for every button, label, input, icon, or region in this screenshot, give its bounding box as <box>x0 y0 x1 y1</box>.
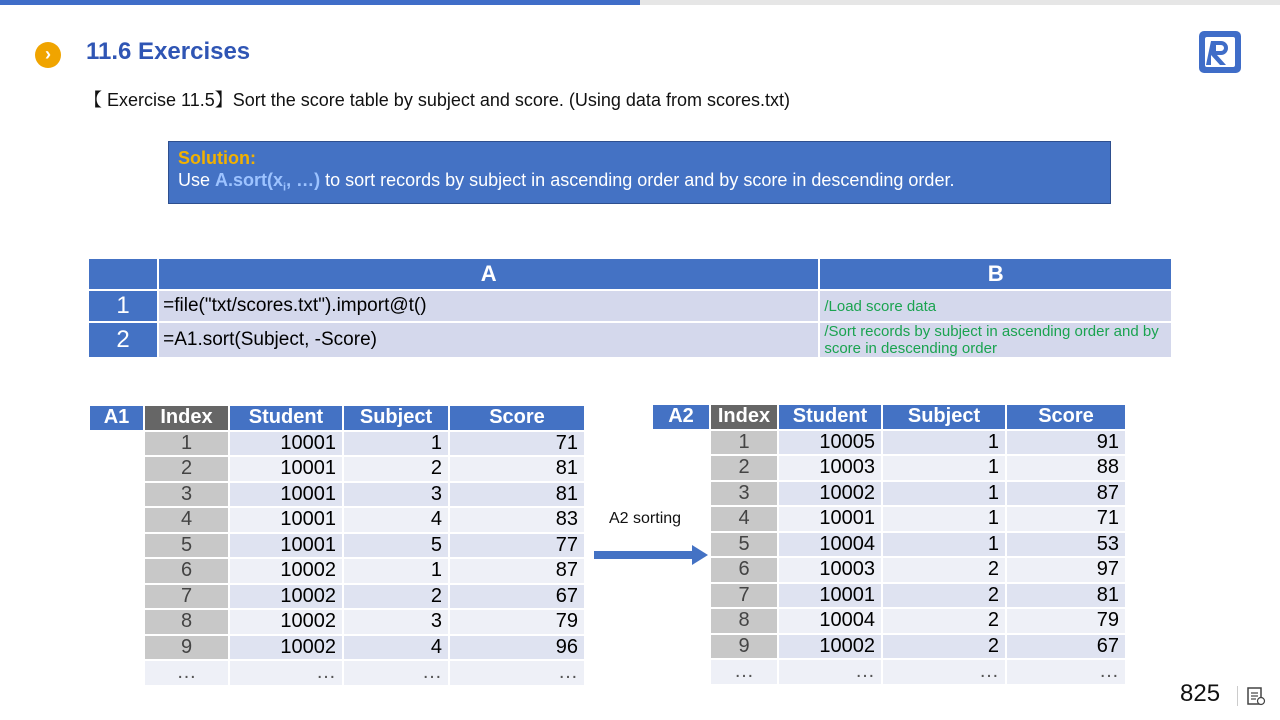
divider <box>1237 686 1238 706</box>
table-cell[interactable]: 5 <box>344 534 448 558</box>
table-cell[interactable]: 10002 <box>779 635 881 659</box>
table-cell[interactable]: 10002 <box>230 559 342 583</box>
index-cell[interactable]: 3 <box>145 483 228 507</box>
row-spacer <box>90 508 143 532</box>
grid-note-cell[interactable]: /Sort records by subject in ascending order and by score in descending order <box>820 323 1171 357</box>
index-cell[interactable]: 9 <box>145 636 228 660</box>
table-cell[interactable]: 10001 <box>230 534 342 558</box>
grid-note-cell[interactable]: /Load score data <box>820 291 1171 321</box>
row-spacer <box>653 456 709 480</box>
table-cell[interactable]: 1 <box>344 432 448 456</box>
table-cell[interactable]: 2 <box>344 585 448 609</box>
column-header[interactable]: Subject <box>344 406 448 430</box>
table-row <box>90 432 584 456</box>
table-cell[interactable]: 1 <box>344 559 448 583</box>
row-spacer <box>90 636 143 660</box>
table-cell[interactable]: … <box>883 660 1005 684</box>
table-cell[interactable]: 10004 <box>779 533 881 557</box>
index-cell[interactable]: 2 <box>145 457 228 481</box>
table-cell[interactable]: 1 <box>883 507 1005 531</box>
table-cell[interactable]: 10001 <box>779 584 881 608</box>
table-row <box>90 610 584 634</box>
table-cell[interactable]: 87 <box>450 559 584 583</box>
column-header[interactable]: Index <box>145 406 228 430</box>
arrow-label: A2 sorting <box>609 510 682 527</box>
index-cell[interactable]: 4 <box>711 507 777 531</box>
table-cell[interactable]: … <box>344 661 448 685</box>
table-cell[interactable]: 97 <box>1007 558 1125 582</box>
index-cell[interactable]: 4 <box>145 508 228 532</box>
table-cell[interactable]: 79 <box>1007 609 1125 633</box>
table-cell[interactable]: 87 <box>1007 482 1125 506</box>
progress-fill <box>0 0 640 5</box>
table-label: A2 <box>653 405 709 429</box>
row-spacer <box>653 660 709 684</box>
table-cell[interactable]: 10001 <box>230 457 342 481</box>
code-grid <box>87 257 1173 359</box>
index-cell[interactable]: … <box>145 661 228 685</box>
row-spacer <box>653 584 709 608</box>
table-cell[interactable]: 10001 <box>779 507 881 531</box>
table-row <box>653 558 1125 582</box>
table-cell[interactable]: 81 <box>1007 584 1125 608</box>
table-cell[interactable]: 10001 <box>230 432 342 456</box>
table-cell[interactable]: … <box>230 661 342 685</box>
row-spacer <box>653 482 709 506</box>
solution-text <box>178 169 1101 199</box>
table-row <box>653 431 1125 455</box>
solution-func-sub: i <box>283 181 287 194</box>
index-cell[interactable]: 7 <box>711 584 777 608</box>
index-cell[interactable]: 7 <box>145 585 228 609</box>
row-spacer <box>90 483 143 507</box>
column-header[interactable]: Score <box>1007 405 1125 429</box>
row-spacer <box>90 457 143 481</box>
solution-box <box>168 141 1111 204</box>
table-cell[interactable]: 77 <box>450 534 584 558</box>
grid-col-a[interactable]: A <box>159 259 818 289</box>
index-cell[interactable]: … <box>711 660 777 684</box>
solution-label: Solution: <box>178 148 256 168</box>
table-row <box>653 507 1125 531</box>
table-cell[interactable]: 3 <box>344 610 448 634</box>
row-spacer <box>653 609 709 633</box>
table-cell[interactable]: 2 <box>344 457 448 481</box>
table-row <box>653 635 1125 659</box>
column-header[interactable]: Student <box>230 406 342 430</box>
solution-func <box>215 170 321 194</box>
index-cell[interactable]: 6 <box>711 558 777 582</box>
column-header[interactable]: Index <box>711 405 777 429</box>
chevron-right-icon: › <box>35 42 61 68</box>
table-cell[interactable]: 10002 <box>230 636 342 660</box>
table-cell[interactable]: 10002 <box>779 482 881 506</box>
table-cell[interactable]: 10001 <box>230 508 342 532</box>
table-cell[interactable]: 71 <box>450 432 584 456</box>
document-icon[interactable] <box>1246 686 1266 706</box>
page-title: 11.6 Exercises <box>86 38 251 65</box>
table-cell[interactable]: 81 <box>450 457 584 481</box>
solution-use: Use <box>178 170 216 190</box>
grid-row-num[interactable]: 2 <box>89 323 157 357</box>
grid-code-cell[interactable]: =file("txt/scores.txt").import@t() <box>159 291 818 321</box>
table-cell[interactable]: 10002 <box>230 585 342 609</box>
table-row <box>653 533 1125 557</box>
row-spacer <box>653 431 709 455</box>
table-cell[interactable]: 1 <box>883 431 1005 455</box>
row-spacer <box>90 661 143 685</box>
table-cell[interactable]: 88 <box>1007 456 1125 480</box>
grid-col-b[interactable]: B <box>820 259 1171 289</box>
index-cell[interactable]: 3 <box>711 482 777 506</box>
table-cell[interactable]: … <box>1007 660 1125 684</box>
index-cell[interactable]: 9 <box>711 635 777 659</box>
table-cell[interactable]: 67 <box>450 585 584 609</box>
table-a1 <box>88 404 586 687</box>
table-row <box>90 483 584 507</box>
index-cell[interactable]: 6 <box>145 559 228 583</box>
column-header[interactable]: Score <box>450 406 584 430</box>
row-spacer <box>90 534 143 558</box>
table-cell[interactable]: 10001 <box>230 483 342 507</box>
table-cell[interactable]: 10003 <box>779 558 881 582</box>
table-cell[interactable]: 10004 <box>779 609 881 633</box>
index-cell[interactable]: 8 <box>711 609 777 633</box>
table-cell[interactable]: 2 <box>883 584 1005 608</box>
table-cell[interactable]: 1 <box>883 482 1005 506</box>
table-cell[interactable]: 4 <box>344 508 448 532</box>
index-cell[interactable]: 8 <box>145 610 228 634</box>
table-cell[interactable]: 3 <box>344 483 448 507</box>
exercise-text: 【 Exercise 11.5】Sort the score table by subject and score. (Using data from scores.txt) <box>84 90 790 110</box>
table-row <box>90 534 584 558</box>
table-row <box>90 661 584 685</box>
table-cell[interactable]: 2 <box>883 635 1005 659</box>
index-cell[interactable]: 1 <box>711 431 777 455</box>
solution-func-name: A.sort(x <box>215 170 284 190</box>
row-spacer <box>653 635 709 659</box>
table-cell[interactable]: 1 <box>883 456 1005 480</box>
table-row <box>653 482 1125 506</box>
table-row <box>653 456 1125 480</box>
table-cell[interactable]: 53 <box>1007 533 1125 557</box>
table-row <box>90 585 584 609</box>
grid-corner <box>89 259 157 289</box>
row-spacer <box>90 432 143 456</box>
table-cell[interactable]: 10005 <box>779 431 881 455</box>
table-cell[interactable]: 67 <box>1007 635 1125 659</box>
progress-bar <box>0 0 1280 5</box>
table-row <box>653 609 1125 633</box>
table-row <box>90 508 584 532</box>
table-label: A1 <box>90 406 143 430</box>
table-row <box>90 457 584 481</box>
table-cell[interactable]: 10003 <box>779 456 881 480</box>
table-row <box>653 584 1125 608</box>
table-cell[interactable]: … <box>779 660 881 684</box>
table-cell[interactable]: 2 <box>883 609 1005 633</box>
row-spacer <box>90 585 143 609</box>
table-cell[interactable]: 71 <box>1007 507 1125 531</box>
table-cell[interactable]: 2 <box>883 558 1005 582</box>
table-row <box>653 660 1125 684</box>
row-spacer <box>90 559 143 583</box>
table-a2 <box>651 403 1127 686</box>
grid-code-cell[interactable]: =A1.sort(Subject, -Score) <box>159 323 818 357</box>
page-number: 825 <box>1180 680 1221 707</box>
grid-row-num[interactable]: 1 <box>89 291 157 321</box>
table-cell[interactable]: 4 <box>344 636 448 660</box>
index-cell[interactable]: 5 <box>711 533 777 557</box>
table-cell[interactable]: 81 <box>450 483 584 507</box>
table-cell[interactable]: 83 <box>450 508 584 532</box>
table-cell[interactable]: 96 <box>450 636 584 660</box>
solution-rest: to sort records by subject in ascending order and by score in descending order. <box>320 170 955 190</box>
index-cell[interactable]: 2 <box>711 456 777 480</box>
table-cell[interactable]: 1 <box>883 533 1005 557</box>
table-row <box>90 559 584 583</box>
index-cell[interactable]: 1 <box>145 432 228 456</box>
table-cell[interactable]: … <box>450 661 584 685</box>
table-cell[interactable]: 10002 <box>230 610 342 634</box>
row-spacer <box>90 610 143 634</box>
column-header[interactable]: Student <box>779 405 881 429</box>
arrow-right-icon <box>594 545 708 565</box>
r-logo-icon <box>1199 31 1241 73</box>
solution-func-tail: , …) <box>286 170 321 190</box>
table-cell[interactable]: 91 <box>1007 431 1125 455</box>
table-cell[interactable]: 79 <box>450 610 584 634</box>
column-header[interactable]: Subject <box>883 405 1005 429</box>
table-row <box>90 636 584 660</box>
index-cell[interactable]: 5 <box>145 534 228 558</box>
